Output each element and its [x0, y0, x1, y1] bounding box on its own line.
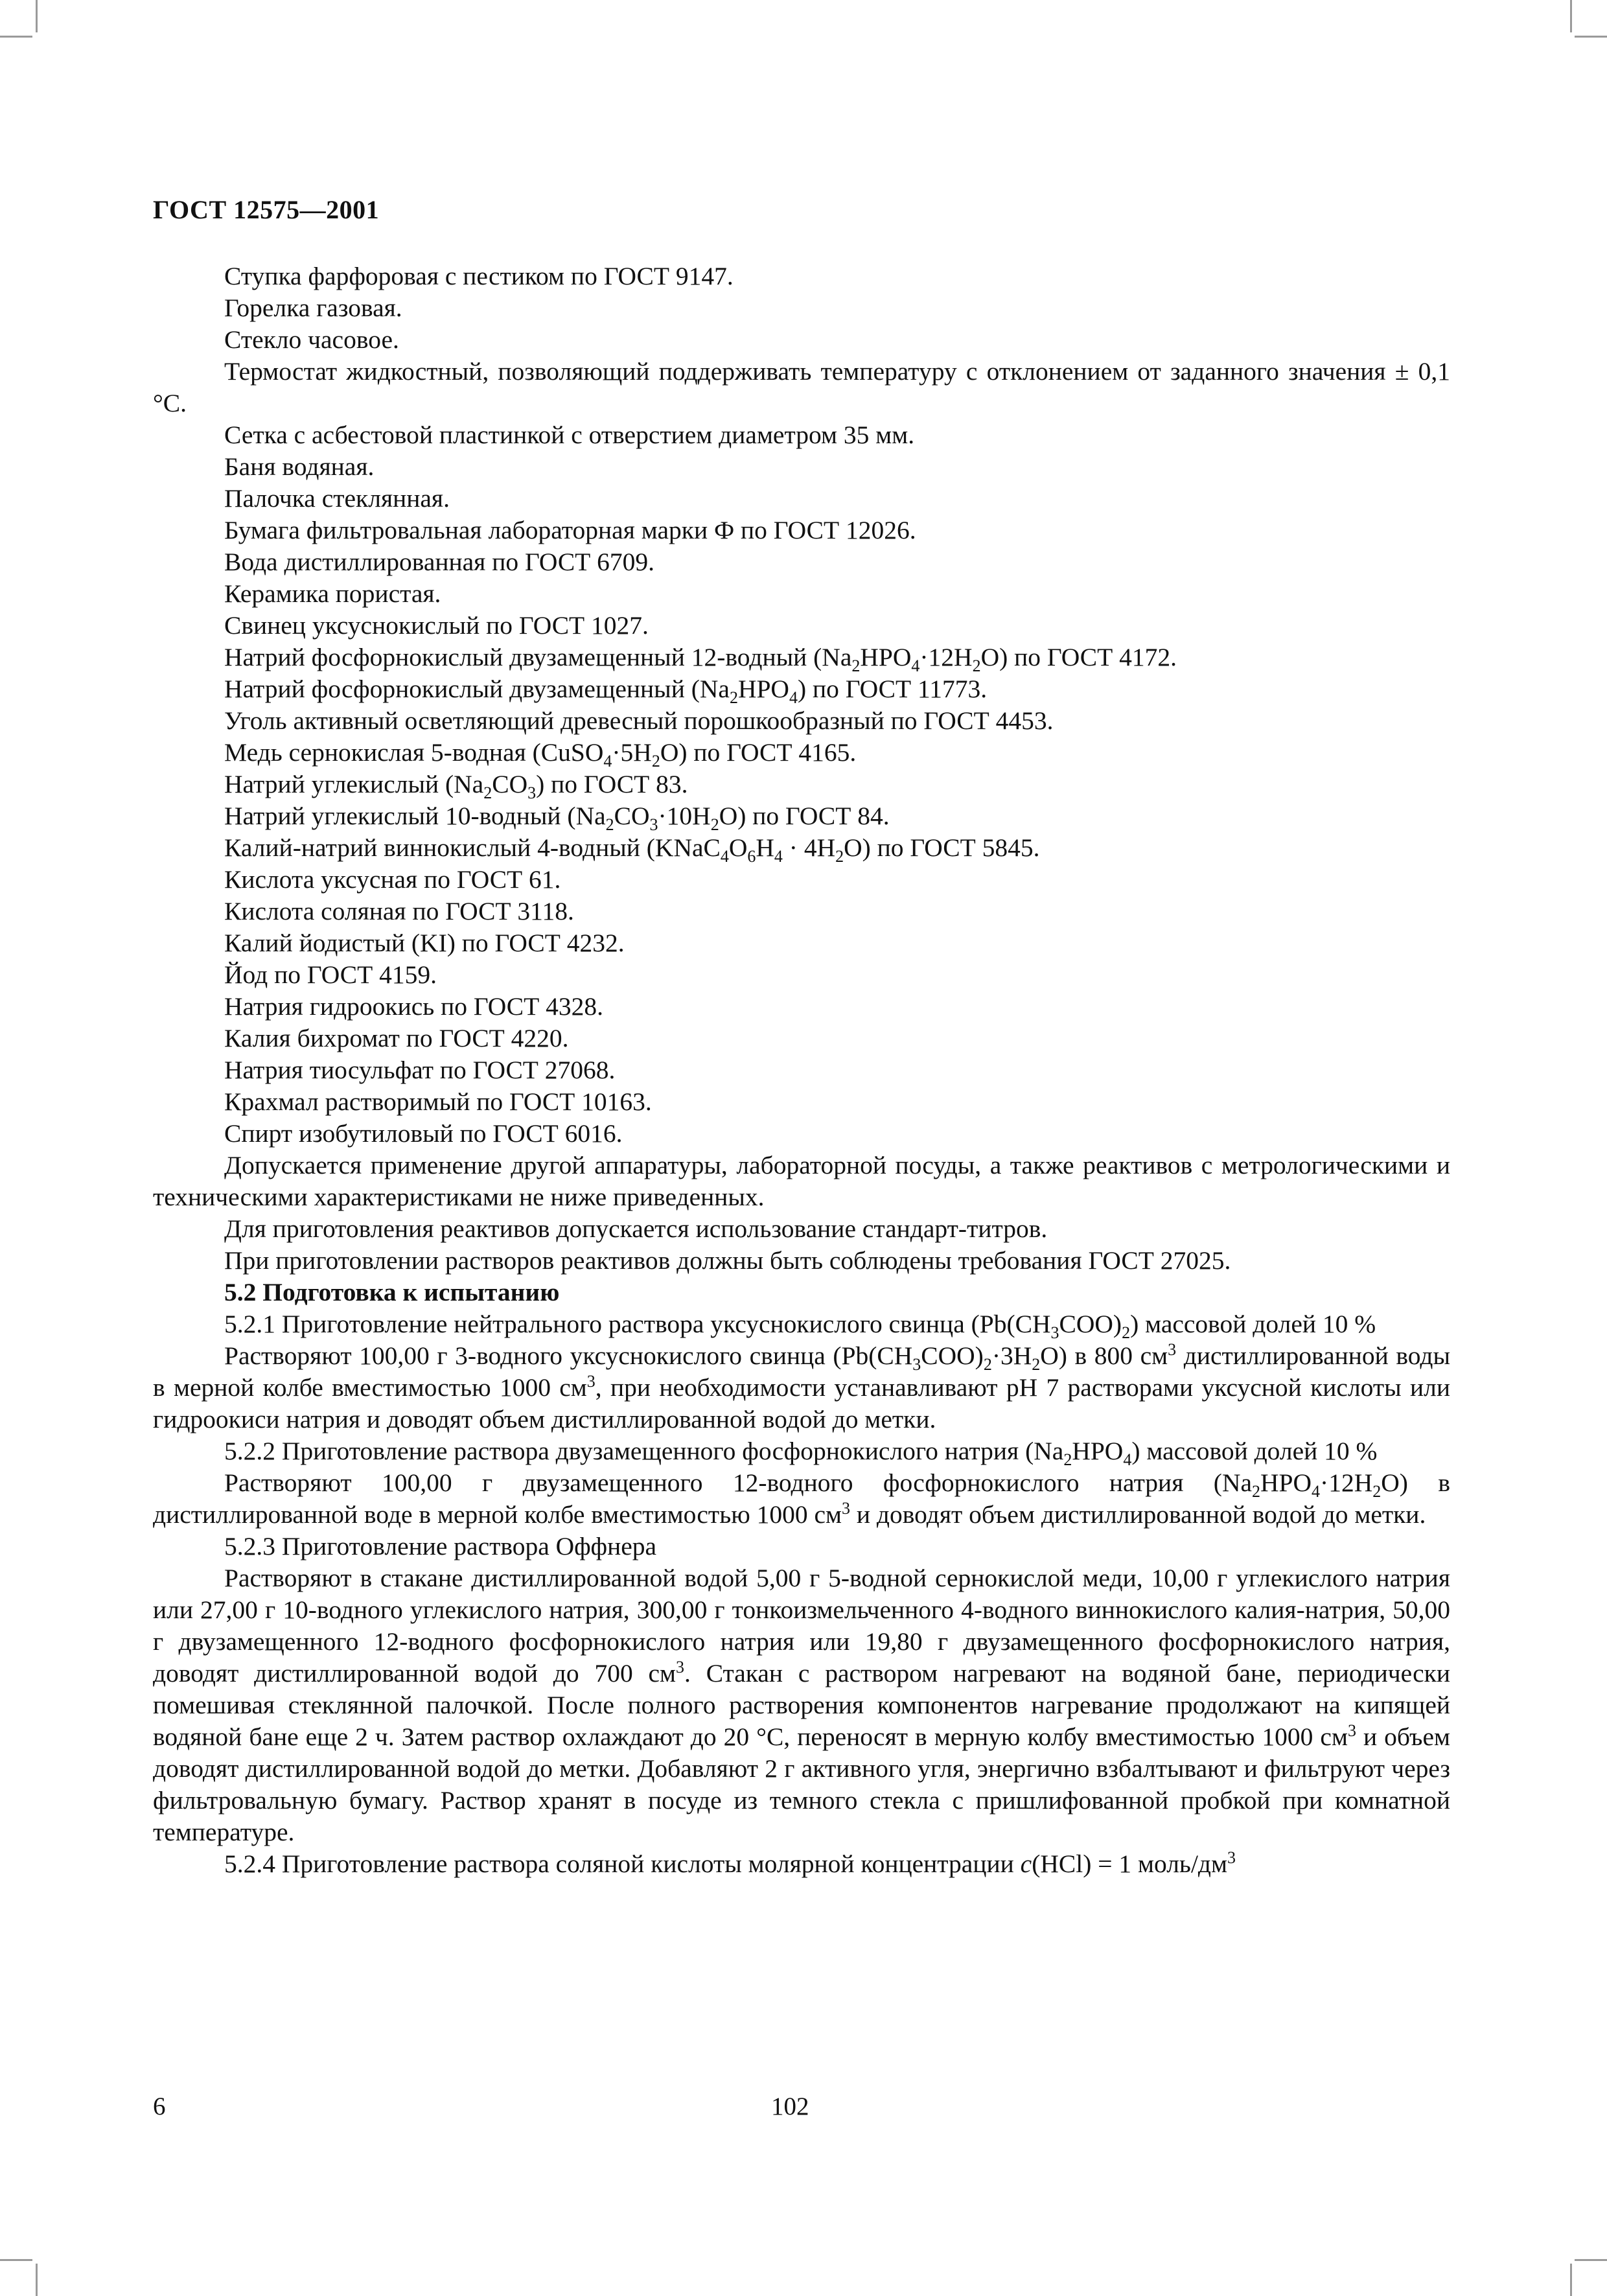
item-sodium-hydroxide: Натрия гидроокись по ГОСТ 4328.	[224, 992, 603, 1021]
item-distilled-water: Вода дистиллированная по ГОСТ 6709.	[224, 548, 655, 576]
clause-5-2-2-body: Растворяют 100,00 г двузамещенного 12-водного фосфорнокислого натрия $(Na_2HPO_4\cdot 12H_2O)$ в дистиллированной воде в мерной колбе вместимостью 1000 $см^3$ и доводят объем дистиллированной водой до метки.	[153, 1468, 1450, 1529]
item-filter-paper: Бумага фильтровальная лабораторная марки Ф по ГОСТ 12026.	[224, 516, 916, 544]
item-sodium-phosphate-12: Натрий фосфорнокислый двузамещенный 12-водный $(Na_2HPO_4\cdot 12H_2O)$ по ГОСТ 4172.	[224, 643, 1177, 675]
paragraph-allowance-equipment: Допускается применение другой аппаратуры, лабораторной посуды, а также реактивов с метрологическими и техническими характеристиками не ниже приведенных.	[153, 1151, 1450, 1211]
item-water-bath: Баня водяная.	[224, 452, 375, 481]
crop-mark	[0, 36, 32, 38]
item-hydrochloric-acid: Кислота соляная по ГОСТ 3118.	[224, 897, 574, 925]
collection-page-number: 102	[771, 2093, 809, 2120]
paragraph-standard-titres: Для приготовления реактивов допускается использование стандарт-титров.	[224, 1214, 1048, 1243]
crop-mark	[1570, 0, 1572, 32]
item-isobutyl-alcohol: Спирт изобутиловый по ГОСТ 6016.	[224, 1119, 623, 1148]
section-heading-5-2: 5.2 Подготовка к испытанию	[224, 1278, 560, 1306]
clause-5-2-3-body: Растворяют в стакане дистиллированной водой 5,00 г 5-водной сернокислой меди, 10,00 г углекислого натрия или 27,00 г 10-водного углекислого натрия, 300,00 г тонкоизмельченного 4-водного виннокислого калия-натрия, 50,00 г двузамещенного 12-водного фосфорнокислого натрия или 19,80 г двузамещенного фосфорнокислого натрия, доводят дистиллированной водой до 700 $см^3$. Стакан с раствором нагревают на водяной бане, периодически помешивая стеклянной палочкой. После полного растворения компонентов нагревание продолжают на кипящей водяной бане еще 2 ч. Затем раствор охлаждают до 20 °С, переносят в мерную колбу вместимостью 1000 $см^3$ и объем доводят дистиллированной водой до метки. Добавляют 2 г активного угля, энергично взбалтывают и фильтруют через фильтровальную бумагу. Раствор хранят в посуде из темного стекла с пришлифованной пробкой при комнатной температуре.	[153, 1564, 1450, 1846]
clause-5-2-1-title: 5.2.1 Приготовление нейтрального раствора уксуснокислого свинца $(Pb(CH_3COO)_2)$ массовой долей 10 %	[224, 1310, 1376, 1342]
crop-mark	[36, 0, 38, 32]
item-iodine: Йод по ГОСТ 4159.	[224, 960, 437, 989]
item-potassium-iodide: Калий йодистый (KI) по ГОСТ 4232.	[224, 929, 625, 957]
item-potassium-dichromate: Калия бихромат по ГОСТ 4220.	[224, 1024, 569, 1052]
clause-5-2-3-title: 5.2.3 Приготовление раствора Оффнера	[224, 1532, 657, 1560]
item-sodium-phosphate: Натрий фосфорнокислый двузамещенный $(Na_2HPO_4)$ по ГОСТ 11773.	[224, 675, 988, 707]
crop-mark	[1570, 2264, 1572, 2296]
item-watch-glass: Стекло часовое.	[224, 325, 399, 354]
crop-mark	[0, 2259, 32, 2261]
clause-5-2-4-title: 5.2.4 Приготовление раствора соляной кислоты молярной концентрации c(HCl) = 1 моль/$дм^3$	[224, 1848, 1236, 1878]
crop-mark	[1575, 36, 1607, 38]
item-activated-carbon: Уголь активный осветляющий древесный порошкообразный по ГОСТ 4453.	[224, 706, 1054, 735]
item-acetic-acid: Кислота уксусная по ГОСТ 61.	[224, 865, 561, 894]
crop-mark	[1575, 2259, 1607, 2261]
item-rochelle-salt: Калий-натрий виннокислый 4-водный $(KNaC_4O_6H_4 \cdot 4H_2O)$ по ГОСТ 5845.	[224, 833, 1040, 866]
paragraph-requirements: При приготовлении растворов реактивов должны быть соблюдены требования ГОСТ 27025.	[224, 1246, 1231, 1275]
item-thermostat: Термостат жидкостный, позволяющий поддерживать температуру с отклонением от заданного значения ± 0,1 °С.	[153, 357, 1450, 417]
item-porous-ceramic: Керамика пористая.	[224, 579, 441, 608]
item-sodium-carbonate: Натрий углекислый $(Na_2CO_3)$ по ГОСТ 83.	[224, 770, 688, 802]
item-sodium-carbonate-10: Натрий углекислый 10-водный $(Na_2CO_3\cdot 10H_2O)$ по ГОСТ 84.	[224, 802, 890, 834]
item-lead-acetate: Свинец уксуснокислый по ГОСТ 1027.	[224, 611, 649, 640]
page-header: ГОСТ 12575—2001	[153, 195, 380, 224]
item-mesh: Сетка с асбестовой пластинкой с отверстием диаметром 35 мм.	[224, 421, 915, 449]
item-sodium-thiosulfate: Натрия тиосульфат по ГОСТ 27068.	[224, 1056, 616, 1084]
clause-5-2-2-title: 5.2.2 Приготовление раствора двузамещенного фосфорнокислого натрия $(Na_2HPO_4)$ массовой долей 10 %	[224, 1437, 1378, 1469]
clause-5-2-1-body: Растворяют 100,00 г 3-водного уксуснокислого свинца $(Pb(CH_3COO)_2\cdot 3H_2O)$ в 800 $см^3$ дистиллированной воды в мерной колбе вместимостью 1000 $см^3$, при необходимости устанавливают pH 7 растворами уксусной кислоты или гидроокиси натрия и доводят объем дистиллированной водой до метки.	[153, 1339, 1451, 1433]
crop-mark	[36, 2264, 38, 2296]
item-starch: Крахмал растворимый по ГОСТ 10163.	[224, 1087, 652, 1116]
item-glass-rod: Палочка стеклянная.	[224, 484, 450, 513]
page-body	[153, 261, 1450, 1880]
item-mortar: Ступка фарфоровая с пестиком по ГОСТ 9147.	[224, 262, 734, 290]
item-copper-sulfate: Медь сернокислая 5-водная $(CuSO_4\cdot 5H_2O)$ по ГОСТ 4165.	[224, 738, 857, 771]
item-burner: Горелка газовая.	[224, 294, 402, 322]
page-number: 6	[153, 2093, 166, 2120]
